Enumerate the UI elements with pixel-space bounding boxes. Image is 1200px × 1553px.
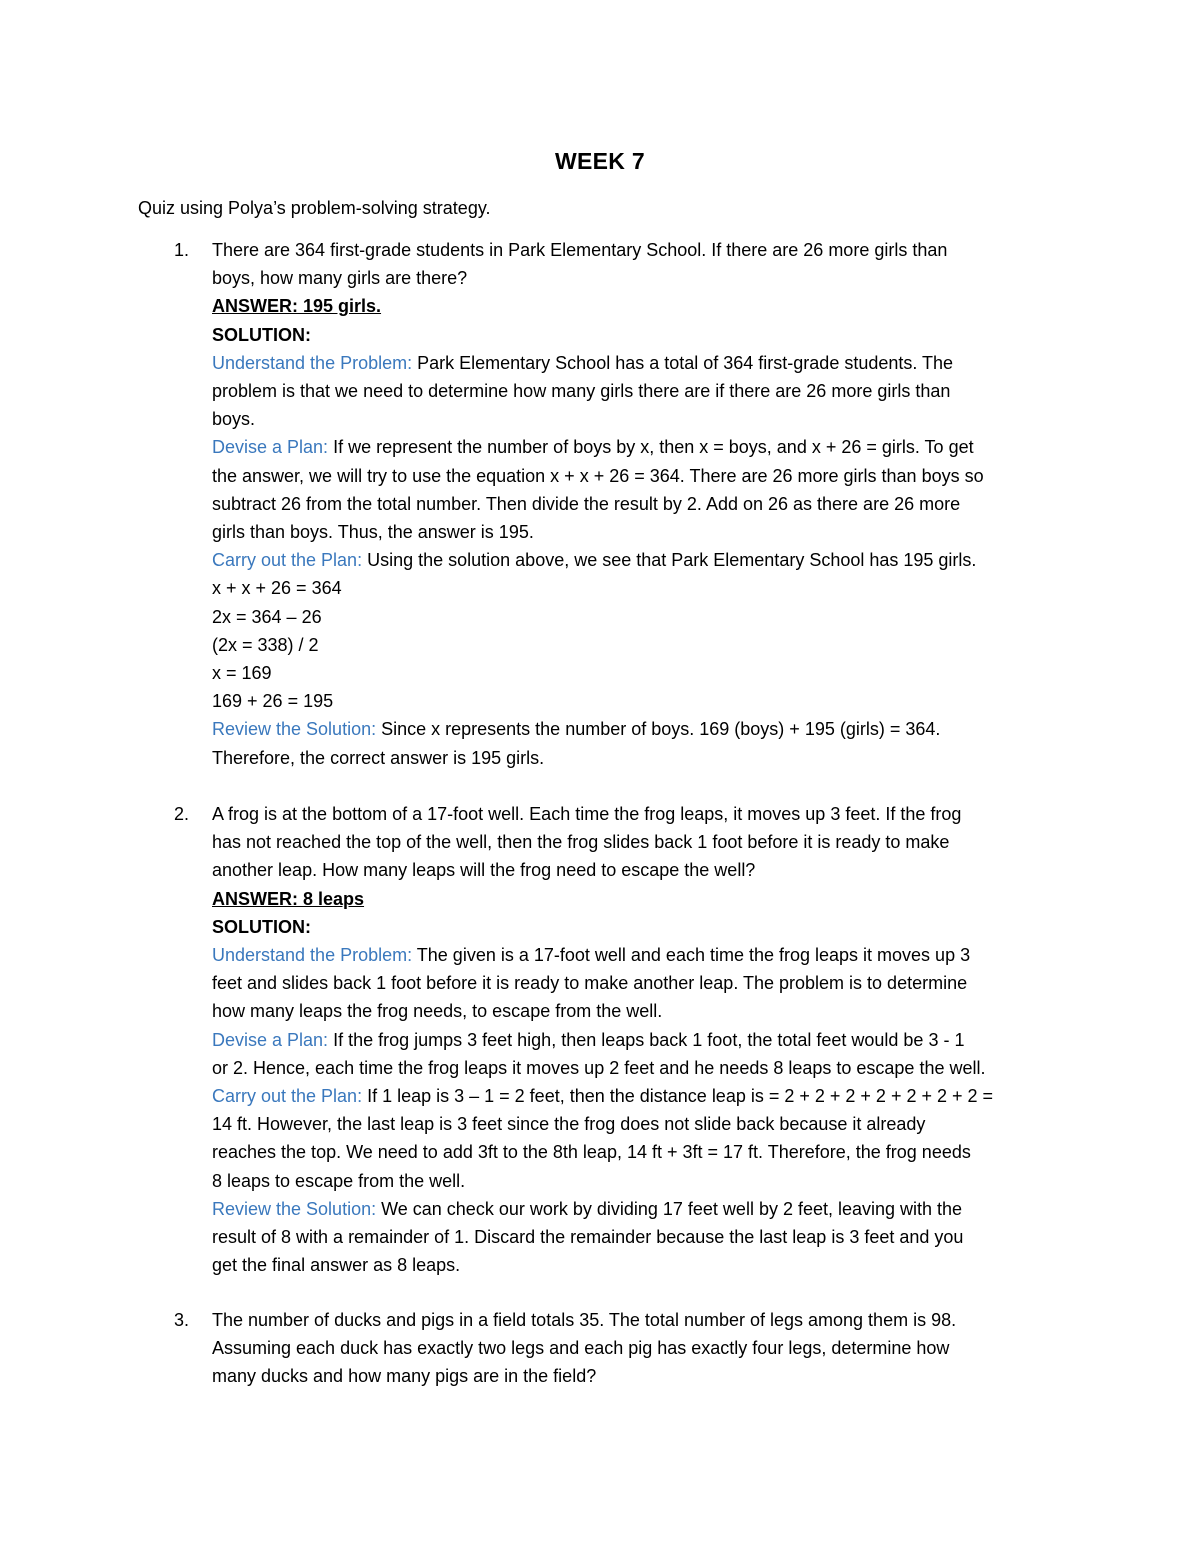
carry-label: Carry out the Plan: bbox=[212, 1086, 363, 1107]
question-body bbox=[212, 800, 1072, 1279]
document-title: WEEK 7 bbox=[555, 148, 645, 174]
understand-line bbox=[212, 941, 1072, 969]
question-text-line: another leap. How many leaps will the frog need to escape the well? bbox=[212, 860, 756, 881]
review-text: Since x represents the number of boys. 169 (boys) + 195 (girls) = 364. bbox=[376, 719, 941, 740]
equation-line: (2x = 338) / 2 bbox=[212, 634, 319, 655]
devise-line bbox=[212, 433, 1072, 461]
understand-line bbox=[212, 349, 1072, 377]
devise-label: Devise a Plan: bbox=[212, 437, 329, 458]
equation-line: x = 169 bbox=[212, 663, 272, 684]
question-text-line: A frog is at the bottom of a 17-foot well. Each time the frog leaps, it moves up 3 feet. If the frog bbox=[212, 804, 962, 824]
carry-text: If 1 leap is 3 – 1 = 2 feet, then the distance leap is = 2 + 2 + 2 + 2 + 2 + 2 + 2 = bbox=[362, 1086, 994, 1107]
question-text-line: has not reached the top of the well, then the frog slides back 1 foot before it is ready to make bbox=[212, 832, 950, 853]
question-text-line: The number of ducks and pigs in a field totals 35. The total number of legs among them is 98. bbox=[212, 1310, 957, 1330]
carry-text: reaches the top. We need to add 3ft to the 8th leap, 14 ft + 3ft = 17 ft. Therefore, the frog needs bbox=[212, 1142, 971, 1163]
carry-text: 8 leaps to escape from the well. bbox=[212, 1170, 466, 1191]
devise-text: girls than boys. Thus, the answer is 195. bbox=[212, 522, 534, 543]
understand-label: Understand the Problem: bbox=[212, 352, 413, 373]
devise-text: or 2. Hence, each time the frog leaps it moves up 2 feet and he needs 8 leaps to escape the well. bbox=[212, 1057, 986, 1078]
devise-text: the answer, we will try to use the equation x + x + 26 = 364. There are 26 more girls than boys so bbox=[212, 465, 984, 486]
answer-line: ANSWER: 8 leaps bbox=[212, 888, 365, 909]
devise-text: If we represent the number of boys by x, then x = boys, and x + 26 = girls. To get bbox=[328, 437, 974, 458]
question-number: 1. bbox=[174, 240, 190, 260]
understand-label: Understand the Problem: bbox=[212, 945, 413, 966]
review-text: We can check our work by dividing 17 feet well by 2 feet, leaving with the bbox=[376, 1198, 963, 1219]
review-label: Review the Solution: bbox=[212, 719, 377, 740]
carry-line bbox=[212, 1082, 1072, 1110]
carry-text: Using the solution above, we see that Park Elementary School has 195 girls. bbox=[362, 550, 977, 571]
review-text: result of 8 with a remainder of 1. Discard the remainder because the last leap is 3 feet and you bbox=[212, 1227, 964, 1248]
devise-text: If the frog jumps 3 feet high, then leaps back 1 foot, the total feet would be 3 - 1 bbox=[328, 1029, 965, 1050]
question-number: 2. bbox=[174, 804, 190, 824]
question-body bbox=[212, 1306, 1072, 1391]
understand-text: problem is that we need to determine how many girls there are if there are 26 more girls than bbox=[212, 381, 951, 402]
solution-label: SOLUTION: bbox=[212, 324, 311, 345]
devise-line bbox=[212, 1026, 1072, 1054]
devise-text: subtract 26 from the total number. Then divide the result by 2. Add on 26 as there are 26 more bbox=[212, 493, 961, 514]
carry-text: 14 ft. However, the last leap is 3 feet since the frog does not slide back because it already bbox=[212, 1114, 926, 1135]
question-text-line: Assuming each duck has exactly two legs and each pig has exactly four legs, determine how bbox=[212, 1338, 950, 1359]
carry-label: Carry out the Plan: bbox=[212, 550, 363, 571]
equation-line: 2x = 364 – 26 bbox=[212, 606, 322, 627]
review-text: Therefore, the correct answer is 195 girls. bbox=[212, 747, 545, 768]
review-line bbox=[212, 1195, 1072, 1223]
question-number: 3. bbox=[174, 1310, 190, 1330]
carry-line bbox=[212, 546, 1072, 574]
understand-text: Park Elementary School has a total of 364 first-grade students. The bbox=[412, 352, 954, 373]
equation-line: x + x + 26 = 364 bbox=[212, 578, 342, 599]
question-text-line: There are 364 first-grade students in Park Elementary School. If there are 26 more girls than bbox=[212, 240, 948, 260]
document-intro: Quiz using Polya’s problem-solving strategy. bbox=[138, 198, 491, 218]
question-body bbox=[212, 236, 1072, 772]
solution-label: SOLUTION: bbox=[212, 916, 311, 937]
devise-label: Devise a Plan: bbox=[212, 1029, 329, 1050]
understand-text: boys. bbox=[212, 409, 256, 430]
review-label: Review the Solution: bbox=[212, 1198, 377, 1219]
understand-text: feet and slides back 1 foot before it is ready to make another leap. The problem is to determine bbox=[212, 973, 968, 994]
review-text: get the final answer as 8 leaps. bbox=[212, 1255, 461, 1276]
equation-line: 169 + 26 = 195 bbox=[212, 691, 334, 712]
answer-line: ANSWER: 195 girls. bbox=[212, 296, 382, 317]
question-text-line: boys, how many girls are there? bbox=[212, 268, 468, 289]
understand-text: how many leaps the frog needs, to escape from the well. bbox=[212, 1001, 663, 1022]
review-line bbox=[212, 715, 1072, 743]
understand-text: The given is a 17-foot well and each time the frog leaps it moves up 3 bbox=[412, 945, 971, 966]
question-text-line: many ducks and how many pigs are in the field? bbox=[212, 1366, 597, 1387]
